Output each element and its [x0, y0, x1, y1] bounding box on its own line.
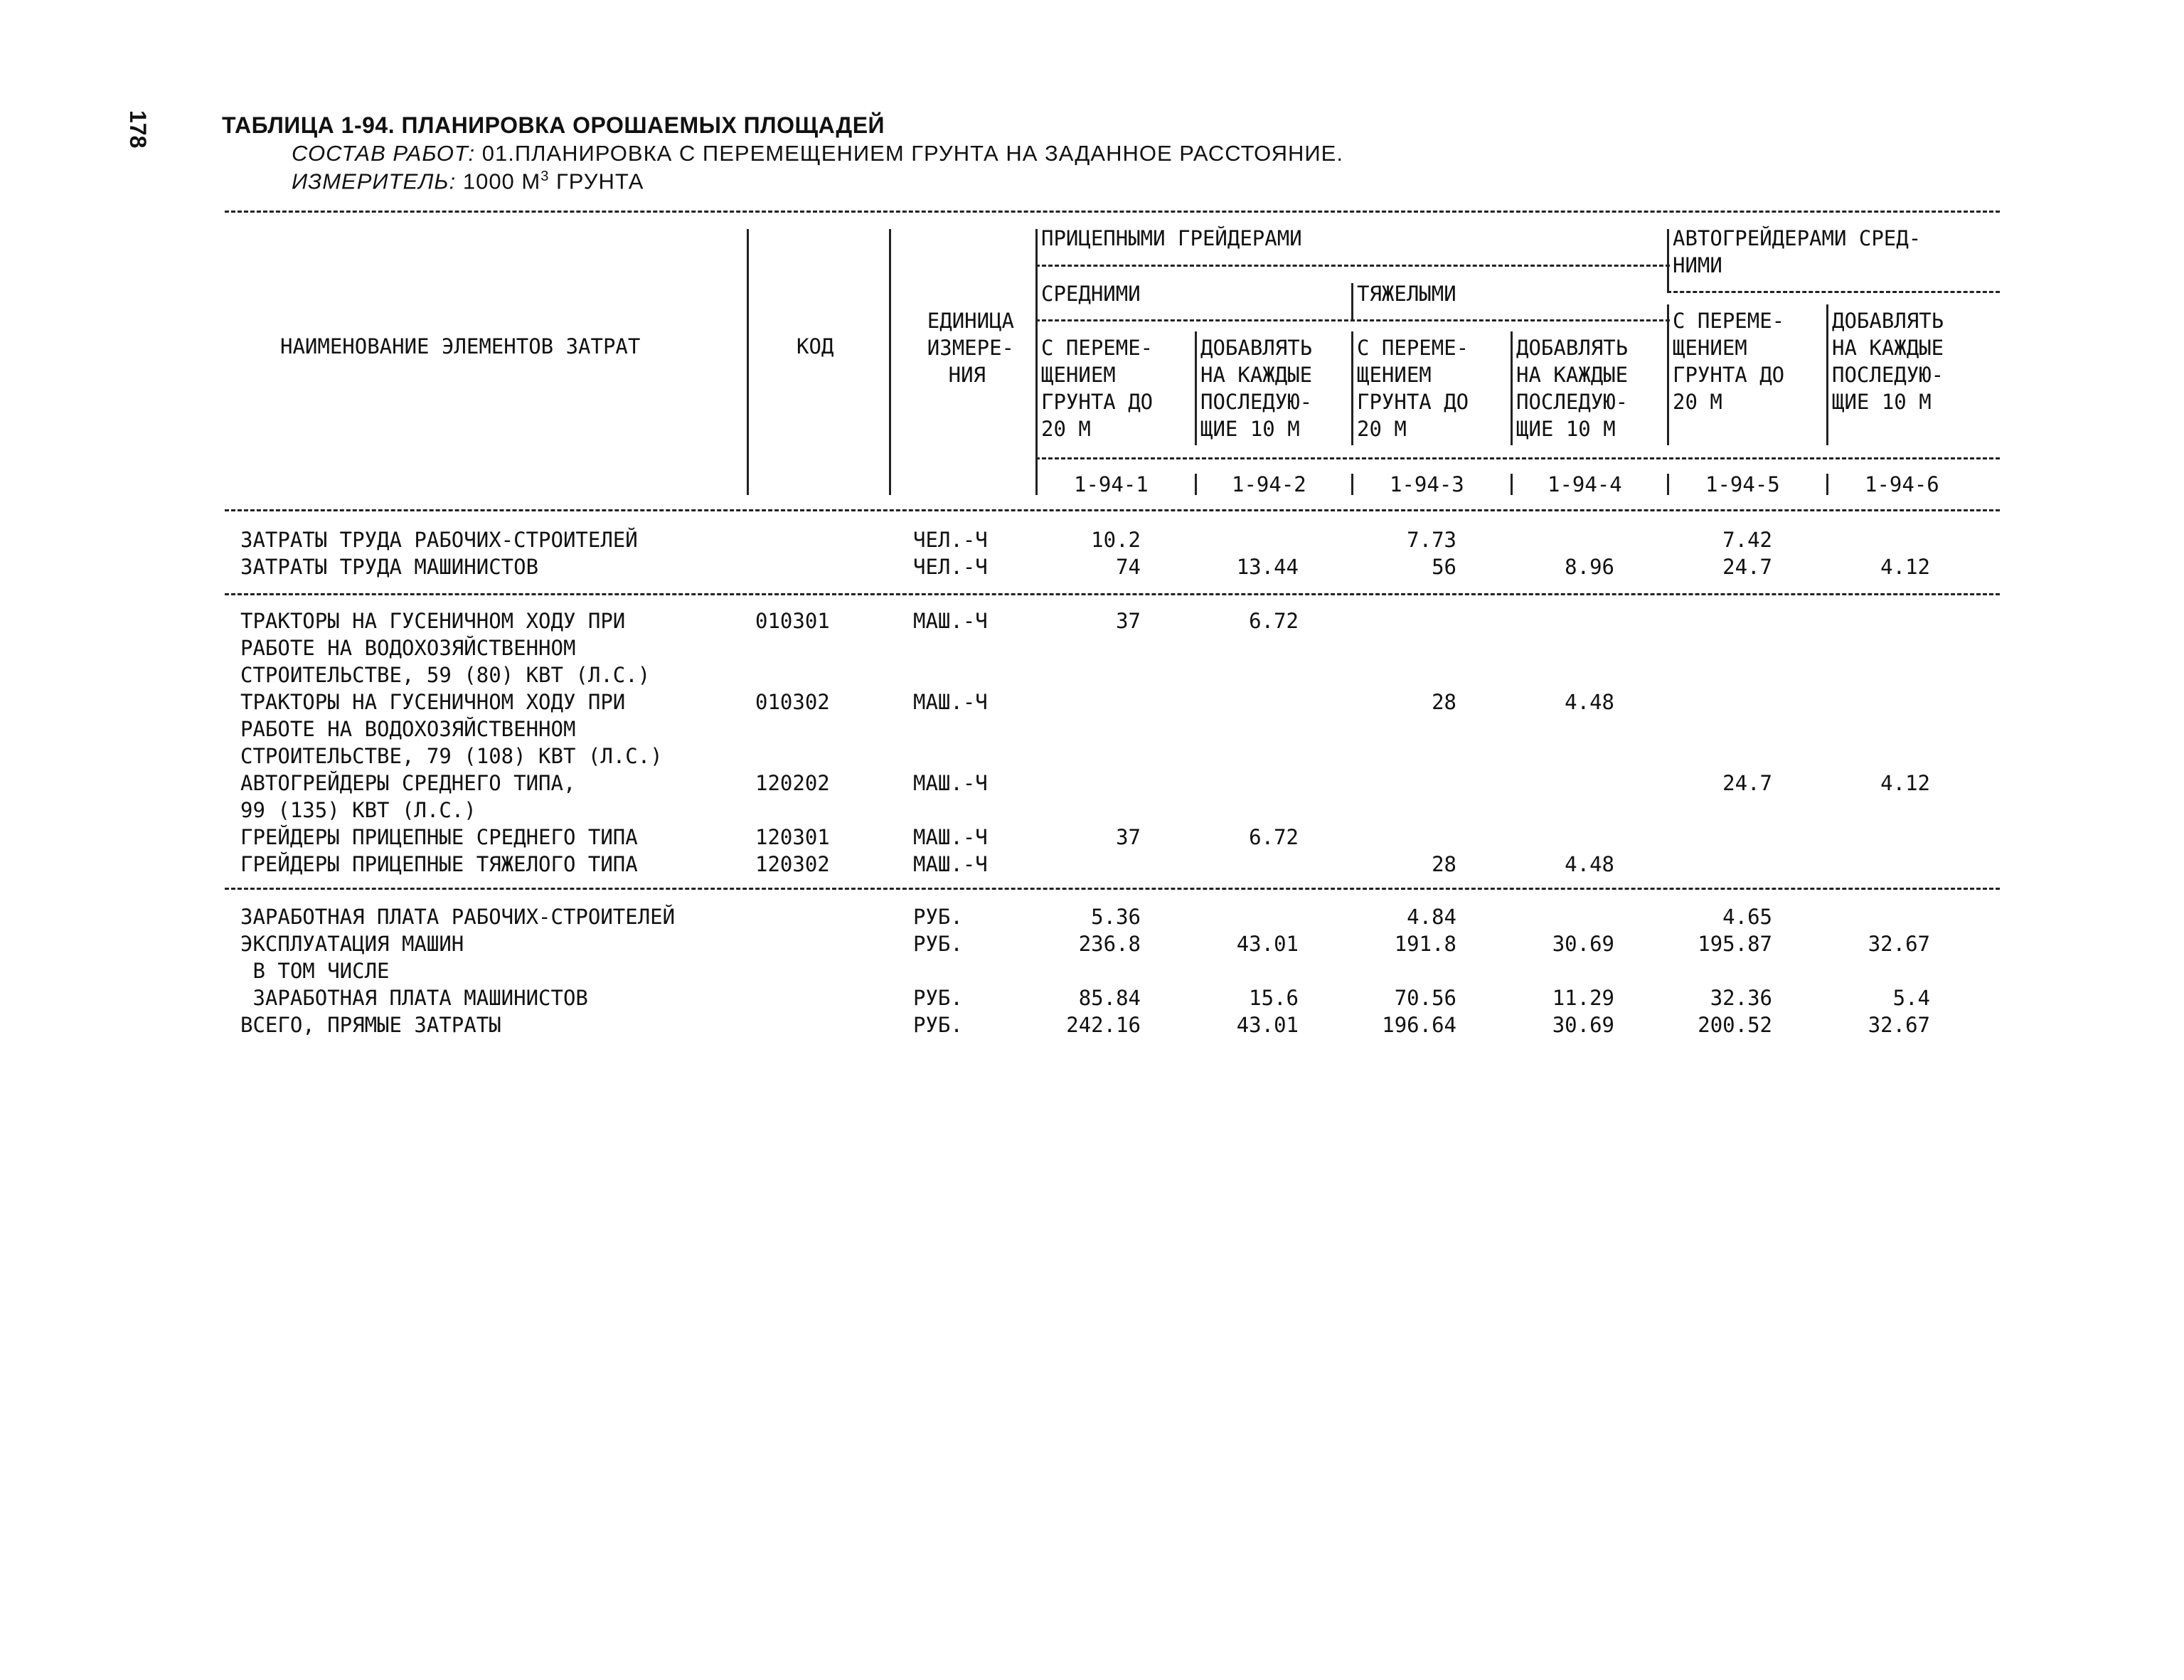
row-value: 28: [1432, 852, 1456, 876]
code-sep-5: [1826, 474, 1828, 495]
row-value: 43.01: [1236, 932, 1299, 956]
header-c2-l1: ДОБАВЛЯТЬ: [1200, 336, 1313, 360]
work-label: СОСТАВ РАБОТ:: [292, 141, 476, 166]
header-c4-l1: ДОБАВЛЯТЬ: [1516, 336, 1629, 360]
row-value: 56: [1432, 555, 1456, 579]
header-group-trailed: ПРИЦЕПНЫМИ ГРЕЙДЕРАМИ: [1041, 226, 1302, 250]
page-number: 178: [125, 110, 151, 149]
row-unit: РУБ.: [913, 905, 963, 929]
row-value: 5.4: [1892, 986, 1930, 1010]
row-name: СТРОИТЕЛЬСТВЕ, 79 (108) КВТ (Л.С.): [240, 744, 663, 768]
row-name: 99 (135) КВТ (Л.С.): [240, 798, 476, 822]
header-rule-codes: [1035, 457, 2000, 459]
row-value: 191.8: [1394, 932, 1456, 956]
col-sep-sub: [1351, 283, 1353, 321]
table-title: ТАБЛИЦА 1-94. ПЛАНИРОВКА ОРОШАЕМЫХ ПЛОЩАДЕЙ: [222, 112, 885, 138]
code-1: 1-94-1: [1074, 472, 1149, 496]
header-group-auto-1: АВТОГРЕЙДЕРАМИ СРЕД-: [1673, 226, 1922, 250]
row-value: 32.36: [1710, 986, 1772, 1010]
row-code: 010302: [755, 690, 830, 714]
row-value: 37: [1116, 609, 1141, 633]
code-6: 1-94-6: [1865, 472, 1939, 496]
header-rule-auto: [1667, 291, 2000, 293]
row-name: ГРЕЙДЕРЫ ПРИЦЕПНЫЕ ТЯЖЕЛОГО ТИПА: [240, 852, 638, 876]
col-sep-code: [889, 229, 891, 495]
header-c5-l1: С ПЕРЕМЕ-: [1673, 309, 1785, 333]
row-name: РАБОТЕ НА ВОДОХОЗЯЙСТВЕННОМ: [240, 636, 576, 660]
row-unit: РУБ.: [913, 986, 963, 1010]
code-3: 1-94-3: [1390, 472, 1464, 496]
header-code: КОД: [797, 334, 834, 358]
row-value: 24.7: [1722, 555, 1772, 579]
header-c3-l2: ЩЕНИЕМ: [1357, 363, 1432, 387]
row-value: 7.73: [1407, 528, 1456, 552]
row-unit: МАШ.-Ч: [913, 609, 988, 633]
row-unit: МАШ.-Ч: [913, 852, 988, 876]
col-sep-name: [747, 229, 749, 495]
col-sep-unit: [1035, 229, 1038, 495]
row-name: ЭКСПЛУАТАЦИЯ МАШИН: [240, 932, 464, 956]
header-c6-l4: ЩИЕ 10 М: [1832, 390, 1932, 414]
row-value: 4.12: [1880, 555, 1930, 579]
header-c6-l1: ДОБАВЛЯТЬ: [1832, 309, 1944, 333]
header-c3-l4: 20 М: [1357, 417, 1407, 441]
row-value: 8.96: [1565, 555, 1614, 579]
header-sub-medium: СРЕДНИМИ: [1041, 282, 1141, 306]
row-value: 30.69: [1552, 1013, 1614, 1037]
row-value: 70.56: [1394, 986, 1456, 1010]
row-unit: МАШ.-Ч: [913, 771, 988, 795]
row-value: 11.29: [1552, 986, 1614, 1010]
row-value: 7.42: [1722, 528, 1772, 552]
header-c5-l4: 20 М: [1673, 390, 1722, 414]
row-value: 6.72: [1249, 825, 1299, 849]
code-5: 1-94-5: [1705, 472, 1780, 496]
row-value: 10.2: [1091, 528, 1141, 552]
row-value: 4.65: [1722, 905, 1772, 929]
header-c2-l4: ЩИЕ 10 М: [1200, 417, 1300, 441]
work-composition: [292, 141, 1343, 166]
code-4: 1-94-4: [1548, 472, 1622, 496]
unit-tail: ГРУНТА: [549, 169, 644, 194]
row-unit: ЧЕЛ.-Ч: [913, 555, 988, 579]
col-sep-4: [1667, 304, 1669, 445]
header-c1-l2: ЩЕНИЕМ: [1041, 363, 1116, 387]
code-sep-2: [1351, 474, 1353, 495]
row-value: 30.69: [1552, 932, 1614, 956]
top-rule: [225, 211, 2000, 213]
header-c1-l1: С ПЕРЕМЕ-: [1041, 336, 1154, 360]
col-sep-5: [1826, 304, 1828, 445]
header-unit-2: ИЗМЕРЕ-: [927, 336, 1014, 360]
row-value: 200.52: [1698, 1013, 1772, 1037]
header-bottom-rule: [225, 509, 2000, 511]
row-name: В ТОМ ЧИСЛЕ: [240, 959, 390, 983]
row-value: 6.72: [1249, 609, 1299, 633]
unit-sup: 3: [540, 169, 550, 184]
row-value: 4.12: [1880, 771, 1930, 795]
header-name: НАИМЕНОВАНИЕ ЭЛЕМЕНТОВ ЗАТРАТ: [280, 334, 641, 358]
code-sep-4: [1667, 474, 1669, 495]
header-c5-l2: ЩЕНИЕМ: [1673, 336, 1747, 360]
row-value: 85.84: [1078, 986, 1141, 1010]
row-value: 28: [1432, 690, 1456, 714]
row-value: 74: [1116, 555, 1141, 579]
unit-label: ИЗМЕРИТЕЛЬ:: [292, 169, 457, 194]
code-sep-3: [1511, 474, 1513, 495]
row-code: 010301: [755, 609, 830, 633]
row-unit: МАШ.-Ч: [913, 690, 988, 714]
header-unit-3: НИЯ: [948, 363, 986, 387]
header-c2-l3: ПОСЛЕДУЮ-: [1200, 390, 1313, 414]
row-name: ТРАКТОРЫ НА ГУСЕНИЧНОМ ХОДУ ПРИ: [240, 609, 626, 633]
row-code: 120301: [755, 825, 830, 849]
row-value: 32.67: [1868, 932, 1930, 956]
header-c5-l3: ГРУНТА ДО: [1673, 363, 1785, 387]
row-value: 236.8: [1078, 932, 1141, 956]
row-name: ТРАКТОРЫ НА ГУСЕНИЧНОМ ХОДУ ПРИ: [240, 690, 626, 714]
header-c1-l3: ГРУНТА ДО: [1041, 390, 1154, 414]
row-code: 120202: [755, 771, 830, 795]
row-value: 4.84: [1407, 905, 1456, 929]
header-c2-l2: НА КАЖДЫЕ: [1200, 363, 1313, 387]
code-sep-1: [1195, 474, 1197, 495]
header-c4-l4: ЩИЕ 10 М: [1516, 417, 1616, 441]
row-value: 37: [1116, 825, 1141, 849]
col-sep-3: [1511, 331, 1513, 445]
row-value: 5.36: [1091, 905, 1141, 929]
row-name: ГРЕЙДЕРЫ ПРИЦЕПНЫЕ СРЕДНЕГО ТИПА: [240, 825, 638, 849]
section-rule-1: [225, 593, 2000, 595]
row-value: 24.7: [1722, 771, 1772, 795]
row-value: 4.48: [1565, 852, 1614, 876]
row-value: 4.48: [1565, 690, 1614, 714]
row-unit: РУБ.: [913, 1013, 963, 1037]
row-value: 13.44: [1236, 555, 1299, 579]
row-name: СТРОИТЕЛЬСТВЕ, 59 (80) КВТ (Л.С.): [240, 663, 651, 687]
row-value: 32.67: [1868, 1013, 1930, 1037]
code-2: 1-94-2: [1232, 472, 1306, 496]
header-c4-l2: НА КАЖДЫЕ: [1516, 363, 1629, 387]
header-rule-trailed: [1035, 265, 1670, 267]
row-unit: МАШ.-Ч: [913, 825, 988, 849]
col-sep-1: [1195, 331, 1197, 445]
header-c6-l2: НА КАЖДЫЕ: [1832, 336, 1944, 360]
row-value: 15.6: [1249, 986, 1299, 1010]
header-c3-l1: С ПЕРЕМЕ-: [1357, 336, 1469, 360]
header-c3-l3: ГРУНТА ДО: [1357, 390, 1469, 414]
section-rule-2: [225, 888, 2000, 890]
row-value: 43.01: [1236, 1013, 1299, 1037]
header-sub-heavy: ТЯЖЕЛЫМИ: [1357, 282, 1456, 306]
row-value: 242.16: [1066, 1013, 1141, 1037]
unit-text: 1000 М: [456, 169, 541, 194]
row-name: ЗАРАБОТНАЯ ПЛАТА МАШИНИСТОВ: [240, 986, 588, 1010]
header-c6-l3: ПОСЛЕДУЮ-: [1832, 363, 1944, 387]
row-name: ЗАТРАТЫ ТРУДА РАБОЧИХ-СТРОИТЕЛЕЙ: [240, 528, 638, 552]
row-name: ВСЕГО, ПРЯМЫЕ ЗАТРАТЫ: [240, 1013, 501, 1037]
row-name: РАБОТЕ НА ВОДОХОЗЯЙСТВЕННОМ: [240, 717, 576, 741]
row-value: 196.64: [1382, 1013, 1456, 1037]
col-sep-2: [1351, 331, 1353, 445]
row-name: АВТОГРЕЙДЕРЫ СРЕДНЕГО ТИПА,: [240, 771, 576, 795]
header-c1-l4: 20 М: [1041, 417, 1091, 441]
work-text: 01.ПЛАНИРОВКА С ПЕРЕМЕЩЕНИЕМ ГРУНТА НА ЗАДАННОЕ РАССТОЯНИЕ.: [475, 141, 1343, 166]
row-code: 120302: [755, 852, 830, 876]
header-unit-1: ЕДИНИЦА: [927, 309, 1014, 333]
col-sep-group: [1667, 229, 1669, 293]
header-group-auto-2: НИМИ: [1673, 253, 1722, 277]
row-name: ЗАРАБОТНАЯ ПЛАТА РАБОЧИХ-СТРОИТЕЛЕЙ: [240, 905, 676, 929]
row-unit: ЧЕЛ.-Ч: [913, 528, 988, 552]
header-c4-l3: ПОСЛЕДУЮ-: [1516, 390, 1629, 414]
unit-measure: [292, 169, 644, 194]
row-name: ЗАТРАТЫ ТРУДА МАШИНИСТОВ: [240, 555, 539, 579]
row-unit: РУБ.: [913, 932, 963, 956]
row-value: 195.87: [1698, 932, 1772, 956]
